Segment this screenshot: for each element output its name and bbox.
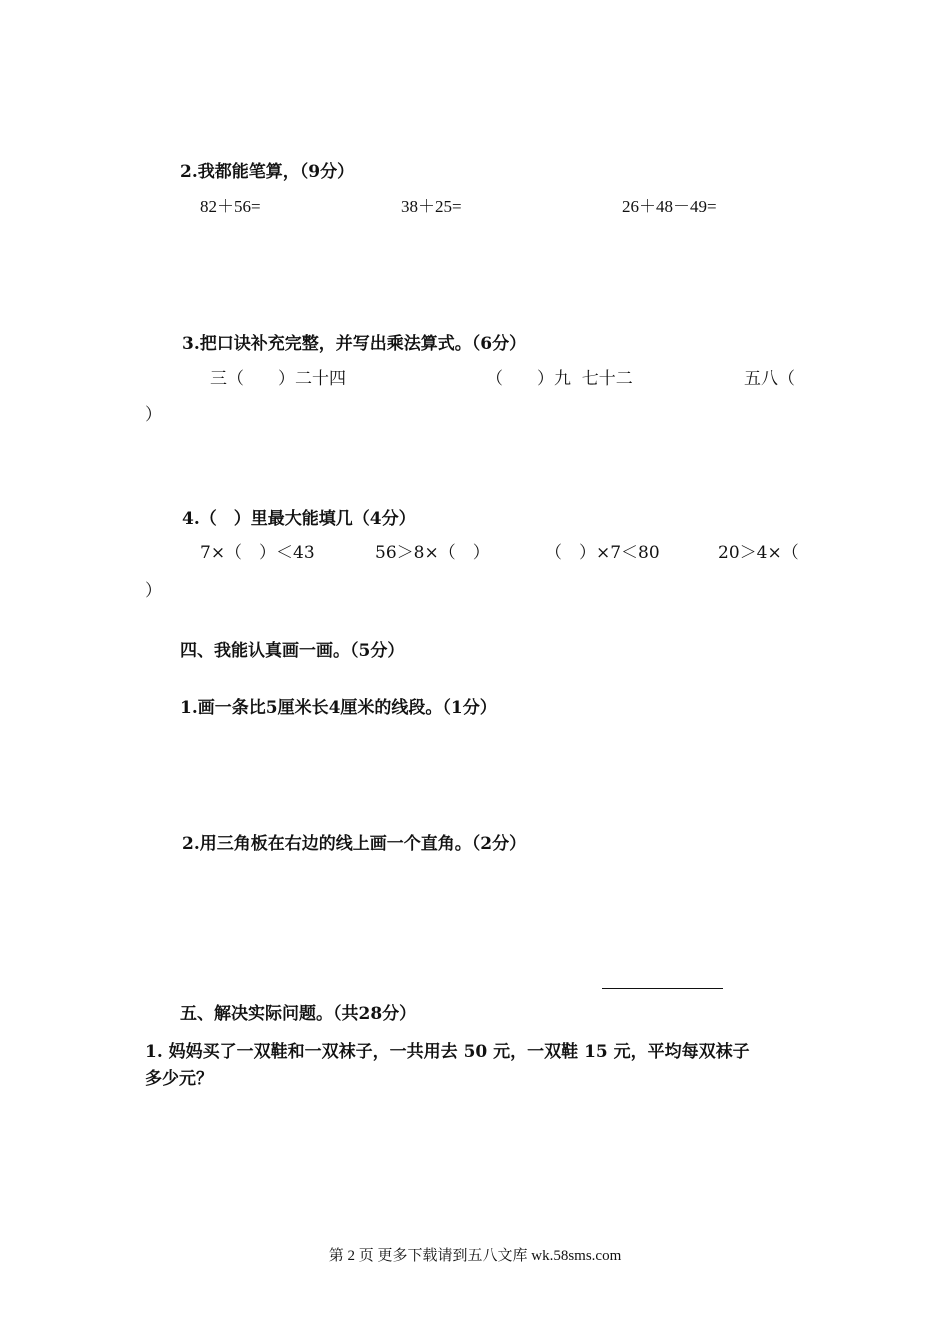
question-4-title: 4.（ ）里最大能填几（4分） bbox=[182, 509, 416, 529]
question-2-title: 2.我都能笔算，（9分） bbox=[180, 162, 355, 182]
exercise-1: 82＋56= bbox=[200, 197, 261, 216]
exercise-2: 38＋25= bbox=[401, 197, 462, 216]
inequality-3: （ ）×7＜80 bbox=[545, 543, 660, 563]
mnemonic-3-wrap: ） bbox=[145, 405, 162, 425]
mnemonic-2: （ ）九 七十二 bbox=[486, 369, 633, 389]
inequality-2: 56＞8×（ ） bbox=[375, 543, 490, 563]
word-problem-1-line-2: 多少元？ bbox=[145, 1069, 213, 1089]
mnemonic-1: 三（ ）二十四 bbox=[210, 369, 346, 389]
inequality-4: 20＞4×（ bbox=[718, 543, 799, 563]
mnemonic-3: 五八（ bbox=[744, 369, 795, 389]
question-3-title: 3.把口诀补充完整，并写出乘法算式。（6分） bbox=[182, 334, 527, 354]
section-4-title: 四、我能认真画一画。（5分） bbox=[180, 641, 405, 661]
exercise-3: 26＋48－49= bbox=[622, 197, 717, 216]
page-footer: 第 2 页 更多下载请到五八文库 wk.58sms.com bbox=[328, 1248, 622, 1264]
section-4-question-2: 2.用三角板在右边的线上画一个直角。（2分） bbox=[182, 834, 527, 854]
word-problem-1-line-1: 1. 妈妈买了一双鞋和一双袜子，一共用去 50 元，一双鞋 15 元，平均每双袜子 bbox=[145, 1042, 750, 1062]
inequality-1: 7×（ ）＜43 bbox=[200, 543, 315, 563]
section-5-title: 五、解决实际问题。（共28分） bbox=[180, 1004, 417, 1024]
inequality-4-wrap: ） bbox=[145, 581, 162, 601]
drawing-base-line bbox=[602, 988, 723, 989]
section-4-question-1: 1.画一条比5厘米长4厘米的线段。（1分） bbox=[180, 698, 497, 718]
